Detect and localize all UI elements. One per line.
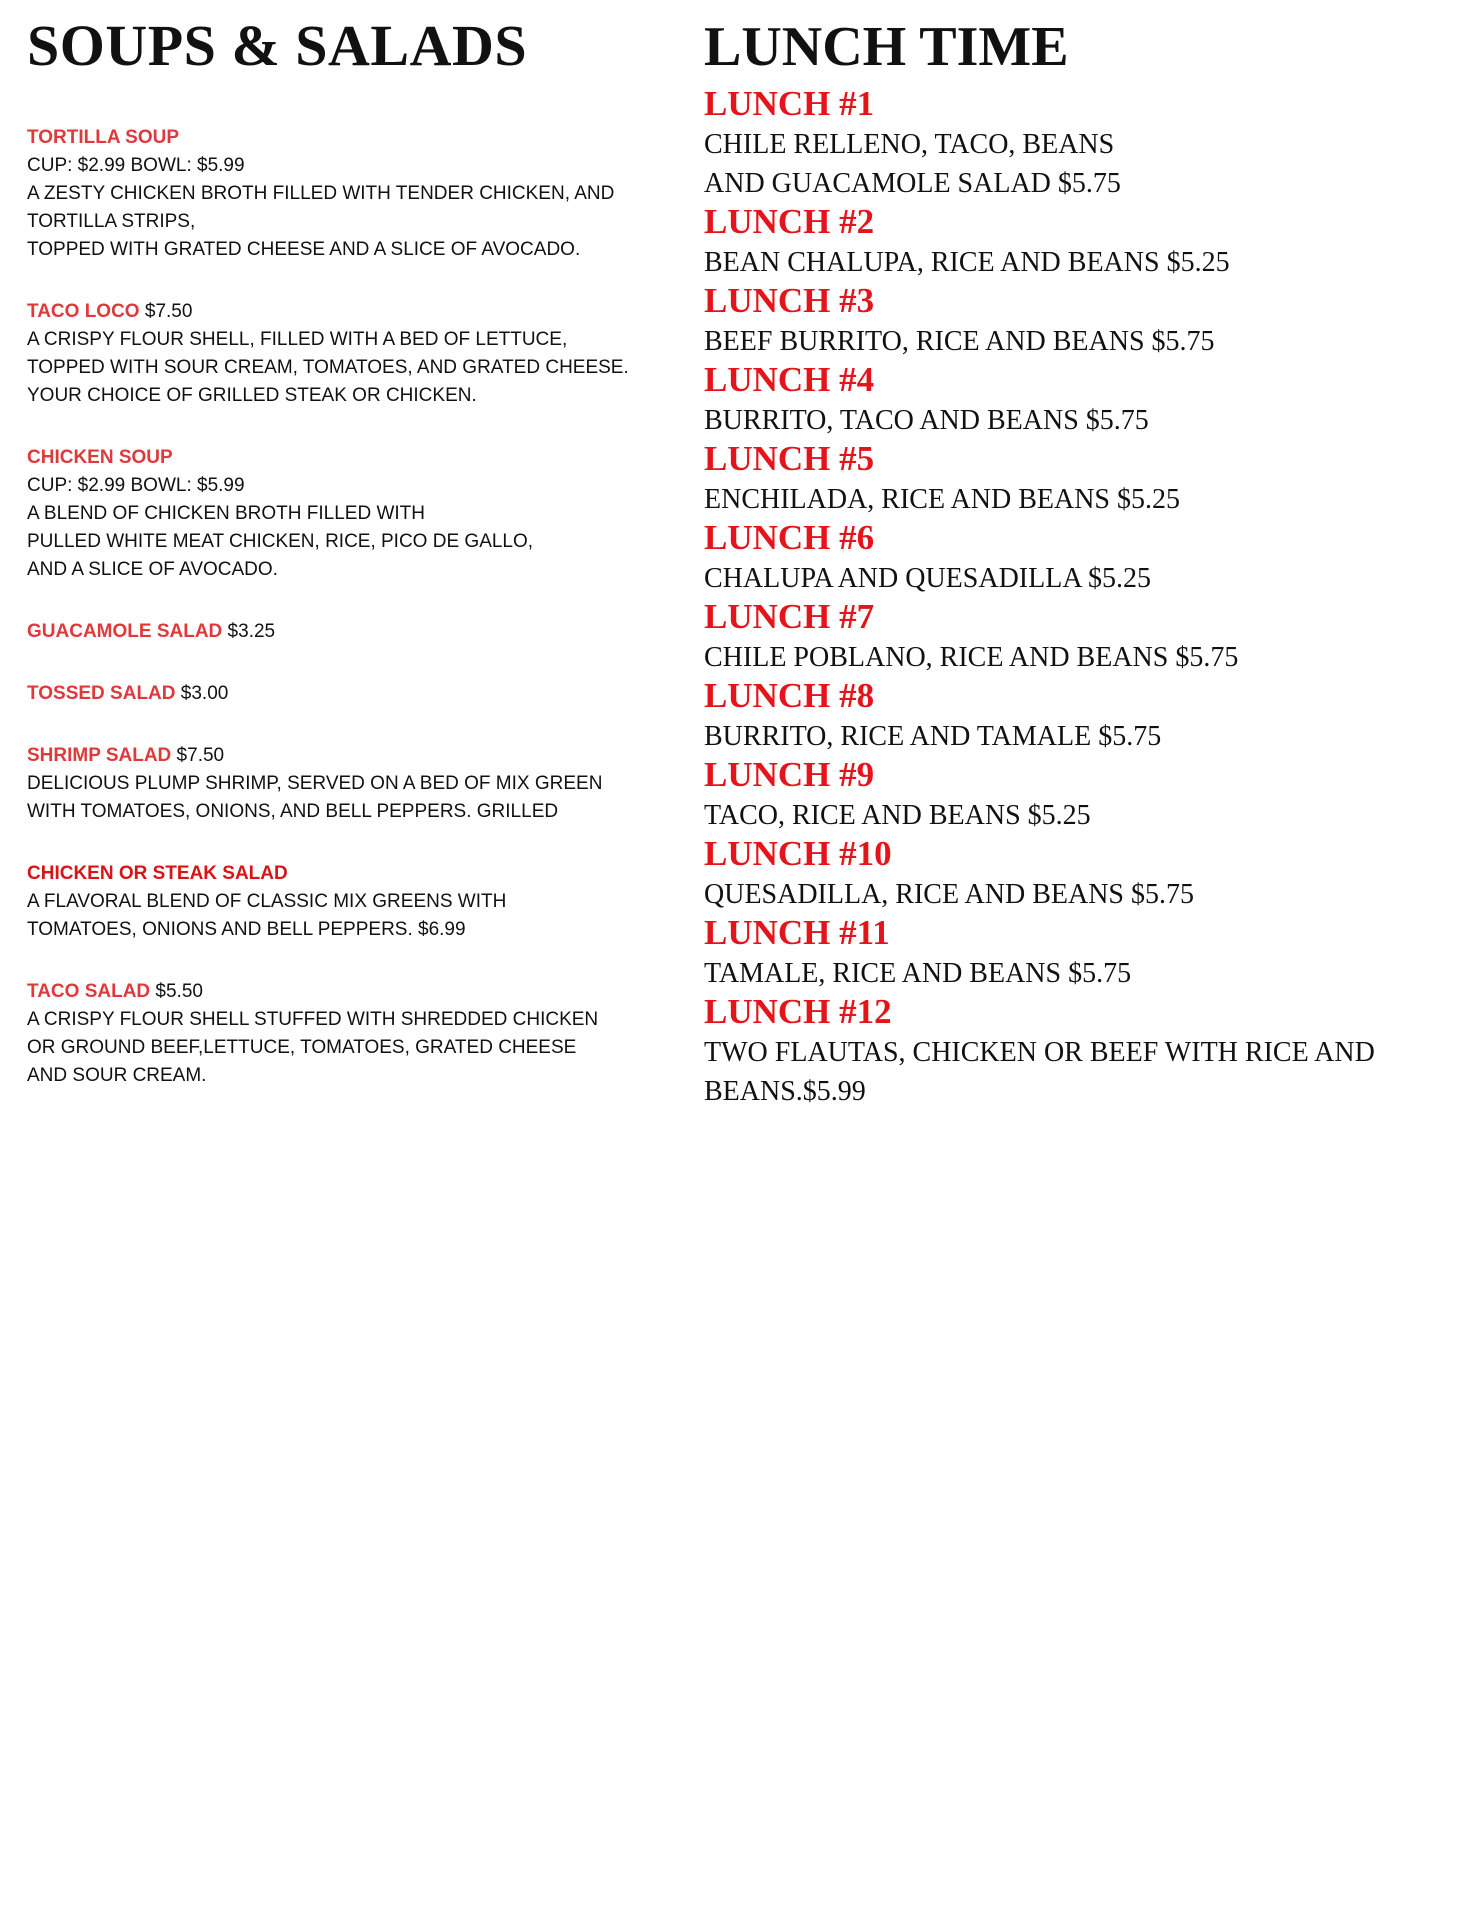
- lunch-item-description: ENCHILADA, RICE AND BEANS $5.25: [704, 484, 1180, 515]
- menu-item-header: [27, 742, 667, 770]
- lunch-item-name: LUNCH #2: [704, 202, 875, 241]
- lunch-time-column: [704, 0, 1464, 1111]
- lunch-item-description: BEEF BURRITO, RICE AND BEANS $5.75: [704, 326, 1215, 357]
- menu-item-description: DELICIOUS PLUMP SHRIMP, SERVED ON A BED OF MIX GREEN: [27, 773, 603, 794]
- menu-item-name: TOSSED SALAD: [27, 683, 176, 704]
- lunch-item-name: LUNCH #11: [704, 913, 890, 952]
- menu-item-description: OR GROUND BEEF,LETTUCE, TOMATOES, GRATED CHEESE: [27, 1037, 577, 1058]
- menu-item-name: CHICKEN SOUP: [27, 447, 173, 468]
- lunch-item-name: LUNCH #3: [704, 281, 875, 320]
- lunch-list: [704, 85, 1464, 1111]
- menu-item-price: $7.50: [139, 301, 193, 322]
- lunch-item-description: BEAN CHALUPA, RICE AND BEANS $5.25: [704, 247, 1230, 278]
- menu-item-description: TORTILLA STRIPS,: [27, 211, 196, 232]
- lunch-item: [704, 598, 1464, 677]
- lunch-item: [704, 282, 1464, 361]
- lunch-item: [704, 677, 1464, 756]
- lunch-item: [704, 203, 1464, 282]
- lunch-item-description: CHILE POBLANO, RICE AND BEANS $5.75: [704, 642, 1239, 673]
- menu-item-name: SHRIMP SALAD: [27, 745, 172, 766]
- menu-item-price: $3.25: [222, 621, 276, 642]
- lunch-item-name: LUNCH #12: [704, 992, 892, 1031]
- lunch-item: [704, 85, 1464, 203]
- lunch-item-name: LUNCH #1: [704, 84, 875, 123]
- lunch-item: [704, 440, 1464, 519]
- soups-salads-title: SOUPS & SALADS: [27, 13, 528, 78]
- lunch-item-description: BURRITO, TACO AND BEANS $5.75: [704, 405, 1149, 436]
- lunch-item-description: BEANS.$5.99: [704, 1076, 866, 1107]
- menu-item-name: TACO LOCO: [27, 301, 140, 322]
- lunch-item-description: QUESADILLA, RICE AND BEANS $5.75: [704, 879, 1194, 910]
- menu-item-header: [27, 298, 667, 326]
- soups-salads-list: [27, 124, 667, 1090]
- menu-item: [27, 742, 667, 826]
- lunch-item-name: LUNCH #9: [704, 755, 875, 794]
- lunch-item-name: LUNCH #10: [704, 834, 892, 873]
- menu-item-description: A ZESTY CHICKEN BROTH FILLED WITH TENDER CHICKEN, AND: [27, 183, 615, 204]
- menu-item-header: [27, 860, 667, 888]
- menu-item-description: TOMATOES, ONIONS AND BELL PEPPERS. $6.99: [27, 919, 466, 940]
- lunch-item-description: TWO FLAUTAS, CHICKEN OR BEEF WITH RICE AND: [704, 1037, 1375, 1068]
- menu-item-name: GUACAMOLE SALAD: [27, 621, 223, 642]
- menu-item-name: CHICKEN OR STEAK SALAD: [27, 863, 288, 884]
- menu-item-price: $7.50: [171, 745, 225, 766]
- lunch-item-name: LUNCH #6: [704, 518, 875, 557]
- menu-item: [27, 860, 667, 944]
- menu-item-description: TOPPED WITH SOUR CREAM, TOMATOES, AND GRATED CHEESE.: [27, 357, 629, 378]
- menu-item-description: A CRISPY FLOUR SHELL, FILLED WITH A BED OF LETTUCE,: [27, 329, 568, 350]
- menu-item-header: [27, 618, 667, 646]
- lunch-item-name: LUNCH #4: [704, 360, 875, 399]
- menu-item-header: [27, 978, 667, 1006]
- lunch-item: [704, 519, 1464, 598]
- menu-item-description: CUP: $2.99 BOWL: $5.99: [27, 155, 245, 176]
- lunch-item-name: LUNCH #7: [704, 597, 875, 636]
- menu-item-description: PULLED WHITE MEAT CHICKEN, RICE, PICO DE GALLO,: [27, 531, 534, 552]
- menu-item: [27, 124, 667, 264]
- menu-item-header: [27, 680, 667, 708]
- lunch-item-description: CHALUPA AND QUESADILLA $5.25: [704, 563, 1152, 594]
- menu-item-header: [27, 444, 667, 472]
- menu-item-description: WITH TOMATOES, ONIONS, AND BELL PEPPERS. GRILLED: [27, 801, 559, 822]
- menu-item-description: YOUR CHOICE OF GRILLED STEAK OR CHICKEN.: [27, 385, 477, 406]
- lunch-item: [704, 756, 1464, 835]
- lunch-item: [704, 914, 1464, 993]
- lunch-item-name: LUNCH #8: [704, 676, 875, 715]
- lunch-item: [704, 361, 1464, 440]
- menu-item-name: TACO SALAD: [27, 981, 151, 1002]
- menu-item: [27, 298, 667, 410]
- soups-salads-column: [27, 0, 667, 1124]
- lunch-time-title: LUNCH TIME: [704, 16, 1069, 78]
- menu-item: [27, 618, 667, 646]
- menu-item-price: $5.50: [150, 981, 203, 1002]
- menu-item-description: CUP: $2.99 BOWL: $5.99: [27, 475, 245, 496]
- menu-item: [27, 444, 667, 584]
- lunch-item: [704, 993, 1464, 1111]
- menu-item-description: A CRISPY FLOUR SHELL STUFFED WITH SHREDDED CHICKEN: [27, 1009, 599, 1030]
- menu-item-header: [27, 124, 667, 152]
- lunch-item-name: LUNCH #5: [704, 439, 875, 478]
- lunch-item-description: TAMALE, RICE AND BEANS $5.75: [704, 958, 1132, 989]
- menu-item-price: $3.00: [175, 683, 229, 704]
- lunch-item-description: AND GUACAMOLE SALAD $5.75: [704, 168, 1121, 199]
- menu-item-description: A FLAVORAL BLEND OF CLASSIC MIX GREENS WITH: [27, 891, 507, 912]
- menu-item: [27, 978, 667, 1090]
- menu-item-description: AND A SLICE OF AVOCADO.: [27, 559, 278, 580]
- menu-item-description: AND SOUR CREAM.: [27, 1065, 207, 1086]
- menu-item: [27, 680, 667, 708]
- lunch-item-description: TACO, RICE AND BEANS $5.25: [704, 800, 1091, 831]
- menu-item-description: TOPPED WITH GRATED CHEESE AND A SLICE OF AVOCADO.: [27, 239, 581, 260]
- lunch-item-description: CHILE RELLENO, TACO, BEANS: [704, 129, 1115, 160]
- menu-item-description: A BLEND OF CHICKEN BROTH FILLED WITH: [27, 503, 425, 524]
- menu-item-name: TORTILLA SOUP: [27, 127, 179, 148]
- lunch-item-description: BURRITO, RICE AND TAMALE $5.75: [704, 721, 1162, 752]
- lunch-item: [704, 835, 1464, 914]
